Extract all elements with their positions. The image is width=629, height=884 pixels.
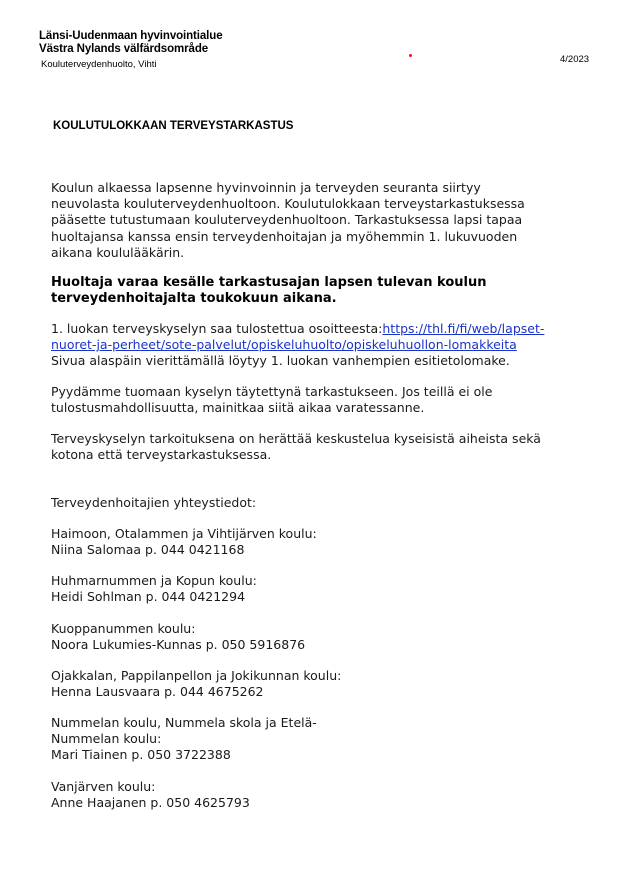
contact-nurse: Mari Tiainen p. 050 3722388 <box>51 747 231 763</box>
logo-dot <box>409 54 412 57</box>
intro-line: huoltajansa kanssa ensin terveydenhoitajan ja myöhemmin 1. lukuvuoden <box>51 228 518 244</box>
contact-block <box>51 779 250 811</box>
purpose-line: kotona että terveystarkastuksessa. <box>51 447 272 463</box>
contact-school-continued: Nummelan koulu: <box>51 731 162 747</box>
intro-line: pääsette tutustumaan kouluterveydenhuoltoon. Tarkastuksessa lapsi tapaa <box>51 212 523 228</box>
contact-block <box>51 715 317 764</box>
bring-paragraph <box>51 384 591 416</box>
notice-line: Huoltaja varaa kesälle tarkastusajan lapsen tulevan koulun <box>51 275 487 290</box>
document-title: KOULUTULOKKAAN TERVEYSTARKASTUS <box>53 120 294 132</box>
survey-after: Sivua alaspäin vierittämällä löytyy 1. luokan vanhempien esitietolomake. <box>51 353 510 369</box>
contact-school: Kuoppanummen koulu: <box>51 621 196 636</box>
contact-block <box>51 573 257 605</box>
survey-paragraph <box>51 321 591 370</box>
survey-lead: 1. luokan terveyskyselyn saa tulostettua osoitteesta: <box>51 321 383 336</box>
contact-nurse: Niina Salomaa p. 044 0421168 <box>51 542 245 558</box>
document-date: 4/2023 <box>560 54 590 65</box>
contact-nurse: Noora Lukumies-Kunnas p. 050 5916876 <box>51 637 306 653</box>
organization-name-sv: Västra Nylands välfärdsområde <box>39 43 209 55</box>
booking-notice <box>51 275 591 307</box>
purpose-line: Terveyskyselyn tarkoituksena on herättää keskustelua kyseisistä aiheista sekä <box>51 431 541 446</box>
survey-link-continued[interactable]: nuoret-ja-perheet/sote-palvelut/opiskeluhuolto/opiskeluhuollon-lomakkeita <box>51 337 517 353</box>
purpose-paragraph <box>51 431 591 463</box>
intro-paragraph <box>51 180 591 261</box>
contact-school: Nummelan koulu, Nummela skola ja Etelä- <box>51 715 317 730</box>
survey-link[interactable]: https://thl.fi/fi/web/lapset- <box>382 321 545 336</box>
contact-school: Ojakkalan, Pappilanpellon ja Jokikunnan koulu: <box>51 668 342 683</box>
contact-block <box>51 526 317 558</box>
contact-nurse: Henna Lausvaara p. 044 4675262 <box>51 684 264 700</box>
notice-line: terveydenhoitajalta toukokuun aikana. <box>51 291 337 307</box>
contact-block <box>51 621 305 653</box>
organization-name-fi: Länsi-Uudenmaan hyvinvointialue <box>39 30 223 42</box>
contact-school: Vanjärven koulu: <box>51 779 156 794</box>
department-name: Kouluterveydenhuolto, Vihti <box>41 59 157 70</box>
contact-nurse: Anne Haajanen p. 050 4625793 <box>51 795 250 811</box>
bring-line: tulostusmahdollisuutta, mainitkaa siitä aikaa varatessanne. <box>51 400 425 416</box>
contact-block <box>51 668 341 700</box>
contact-school: Haimoon, Otalammen ja Vihtijärven koulu: <box>51 526 317 541</box>
intro-line: Koulun alkaessa lapsenne hyvinvoinnin ja terveyden seuranta siirtyy <box>51 180 481 195</box>
contact-nurse: Heidi Sohlman p. 044 0421294 <box>51 589 246 605</box>
bring-line: Pyydämme tuomaan kyselyn täytettynä tarkastukseen. Jos teillä ei ole <box>51 384 493 399</box>
intro-line: aikana koululääkärin. <box>51 244 185 260</box>
contacts-heading: Terveydenhoitajien yhteystiedot: <box>51 495 257 510</box>
contact-school: Huhmarnummen ja Kopun koulu: <box>51 573 257 588</box>
intro-line: neuvolasta kouluterveydenhuoltoon. Koulutulokkaan terveystarkastuksessa <box>51 196 525 212</box>
